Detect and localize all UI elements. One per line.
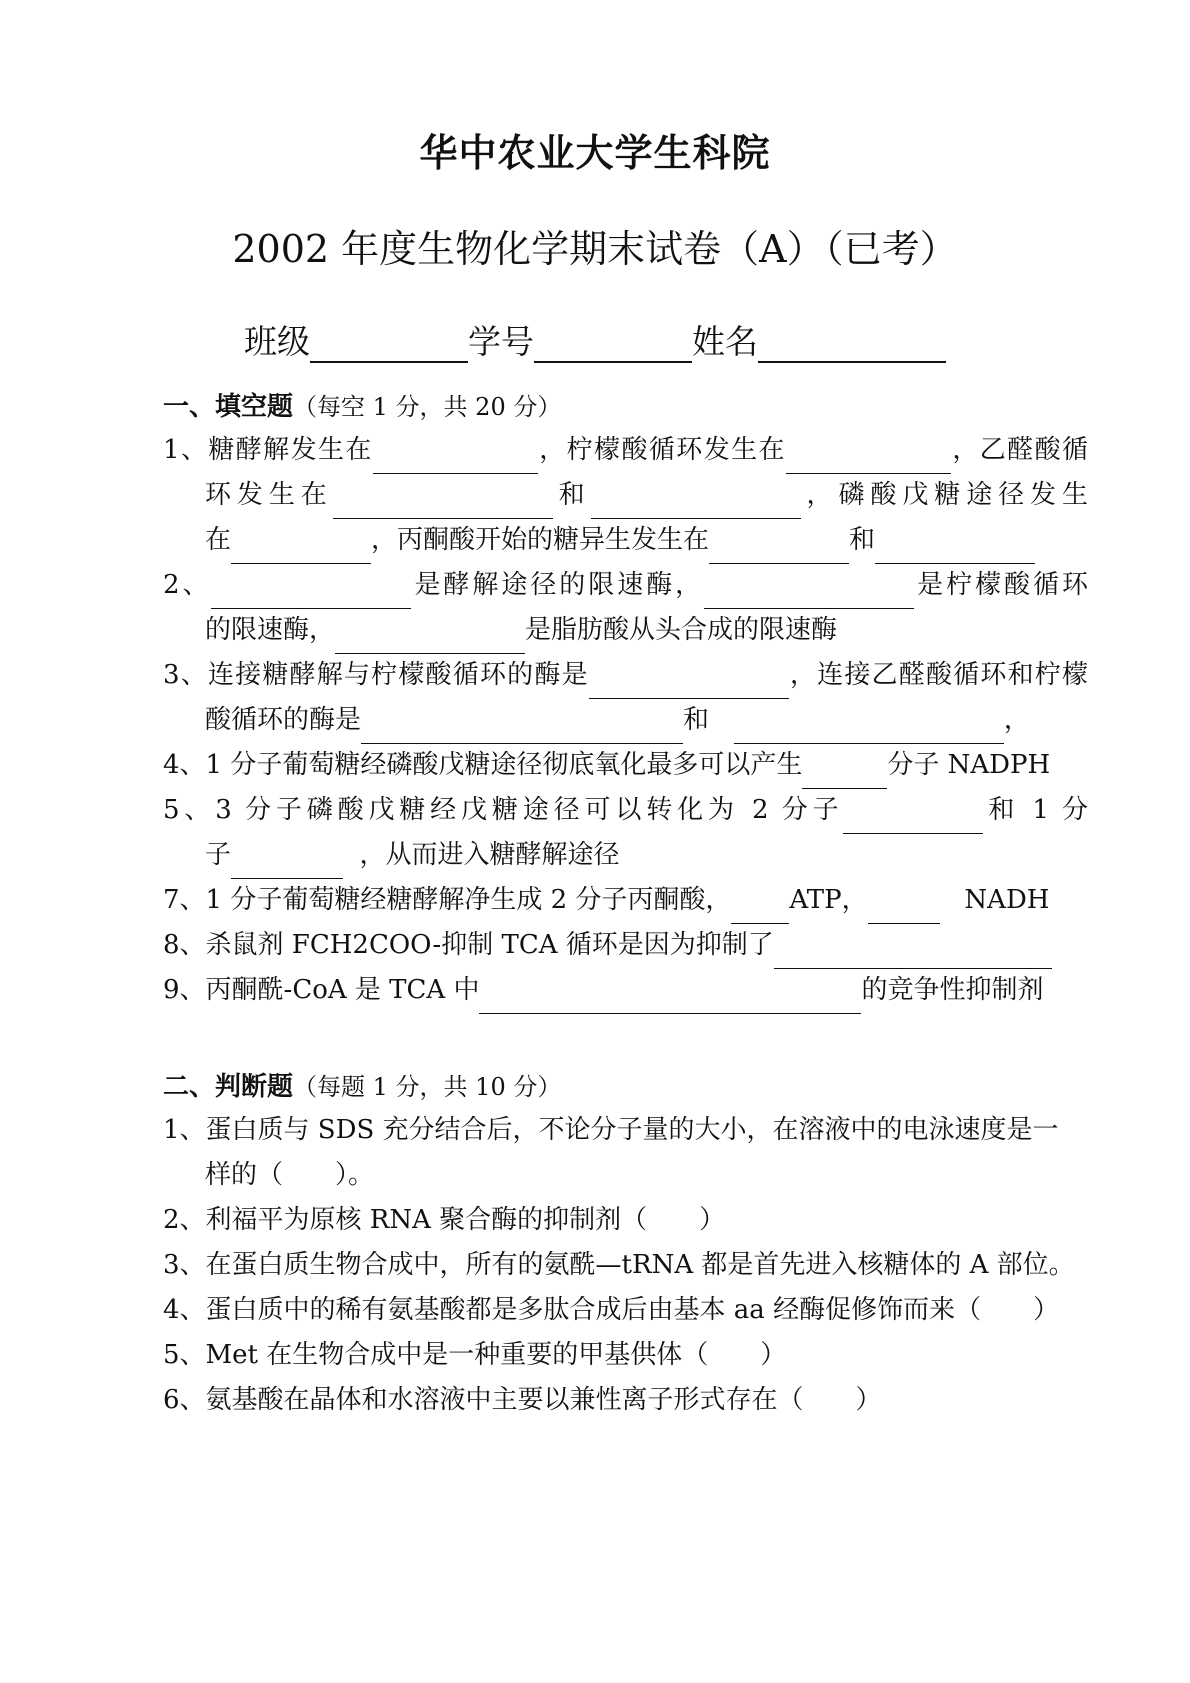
q-text: 是酵解途径的限速酶， xyxy=(411,570,705,600)
s2-q6: 6、氨基酸在晶体和水溶液中主要以兼性离子形式存在（ ） xyxy=(163,1385,882,1415)
s1-q3-line2 xyxy=(205,696,1088,744)
s1-q4 xyxy=(163,741,1088,789)
student-info-line xyxy=(0,316,1190,363)
section2-heading: 二、判断题 xyxy=(163,1072,294,1102)
q-text: 7、1 分子葡萄糖经糖酵解净生成 2 分子丙酮酸， xyxy=(163,885,732,915)
section1-heading: 一、填空题 xyxy=(163,392,294,422)
q-text: 分子 NADPH xyxy=(887,750,1051,780)
q-text: 4、1 分子葡萄糖经磷酸戊糖途径彻底氧化最多可以产生 xyxy=(163,750,803,780)
answer-blank[interactable] xyxy=(774,938,1052,969)
q-text: 在 xyxy=(205,525,232,555)
name-label: 姓名 xyxy=(692,322,758,361)
answer-blank[interactable] xyxy=(868,893,940,924)
s1-q2-line2 xyxy=(205,606,1088,654)
s2-q4: 4、蛋白质中的稀有氨基酸都是多肽合成后由基本 aa 经酶促修饰而来（ ） xyxy=(163,1295,1060,1325)
s2-q2: 2、利福平为原核 RNA 聚合酶的抑制剂（ ） xyxy=(163,1205,726,1235)
q-text: 的竞争性抑制剂 xyxy=(861,975,1044,1005)
section2-note: （每题 1 分，共 10 分） xyxy=(293,1073,562,1101)
q-text: 子 xyxy=(205,840,232,870)
answer-blank[interactable] xyxy=(786,443,951,474)
answer-blank[interactable] xyxy=(704,578,914,609)
s1-q5-line2 xyxy=(205,831,1088,879)
s1-q1-line1 xyxy=(163,426,1088,474)
answer-blank[interactable] xyxy=(361,713,683,744)
q-text: ，柠檬酸循环发生在 xyxy=(537,435,786,465)
s2-q1-line1: 1、蛋白质与 SDS 充分结合后，不论分子量的大小，在溶液中的电泳速度是一 xyxy=(163,1115,1059,1145)
q-text: 是柠檬酸循环 xyxy=(914,570,1088,600)
answer-blank[interactable] xyxy=(731,893,789,924)
s1-q8 xyxy=(163,921,1088,969)
answer-blank[interactable] xyxy=(373,443,538,474)
q-text: 是脂肪酸从头合成的限速酶 xyxy=(525,615,838,645)
q-text: 和 xyxy=(683,705,710,735)
class-label: 班级 xyxy=(244,322,310,361)
answer-blank[interactable] xyxy=(335,623,525,654)
s1-q9 xyxy=(163,966,1088,1014)
q-text: ，乙醛酸循 xyxy=(950,435,1088,465)
answer-blank[interactable] xyxy=(875,533,1035,564)
q-text: 和 xyxy=(849,525,876,555)
id-label: 学号 xyxy=(468,322,534,361)
answer-blank[interactable] xyxy=(591,488,801,519)
class-field[interactable] xyxy=(310,327,468,363)
q-text: 和 1 分 xyxy=(983,795,1089,825)
answer-blank[interactable] xyxy=(231,848,343,879)
answer-blank[interactable] xyxy=(709,533,849,564)
s2-q1-line2: 样的（ ）。 xyxy=(205,1160,375,1190)
q-text: ATP， xyxy=(789,885,868,915)
s1-q5-line1 xyxy=(163,786,1088,834)
q-text: 8、杀鼠剂 FCH2COO-抑制 TCA 循环是因为抑制了 xyxy=(163,930,774,960)
id-field[interactable] xyxy=(534,327,692,363)
section1-note: （每空 1 分，共 20 分） xyxy=(293,393,562,421)
s1-q2-line1 xyxy=(163,561,1088,609)
q-text: ，从而进入糖酵解途径 xyxy=(359,840,620,870)
name-field[interactable] xyxy=(758,327,946,363)
q-text: 酸循环的酶是 xyxy=(205,705,362,735)
answer-blank[interactable] xyxy=(211,578,411,609)
q-text: ， xyxy=(1003,705,1030,735)
answer-blank[interactable] xyxy=(231,533,371,564)
answer-blank[interactable] xyxy=(802,758,887,789)
exam-title: 2002 年度生物化学期末试卷（A）（已考） xyxy=(232,227,958,271)
q-text: 2、 xyxy=(163,570,212,600)
q-text: NADH xyxy=(964,885,1050,915)
s2-q5: 5、Met 在生物合成中是一种重要的甲基供体（ ） xyxy=(163,1340,787,1370)
q-text: 1、糖酵解发生在 xyxy=(163,435,373,465)
answer-blank[interactable] xyxy=(589,668,789,699)
s1-q3-line1 xyxy=(163,651,1088,699)
section2-heading-row xyxy=(163,1066,561,1103)
q-text: ，丙酮酸开始的糖异生发生在 xyxy=(371,525,710,555)
q-text: 环发生在 xyxy=(205,480,333,510)
answer-blank[interactable] xyxy=(843,803,983,834)
section1-heading-row xyxy=(163,386,561,423)
q-text: 和 xyxy=(552,480,591,510)
q-text: 3、连接糖酵解与柠檬酸循环的酶是 xyxy=(163,660,589,690)
q-text: ，连接乙醛酸循环和柠檬 xyxy=(788,660,1088,690)
s1-q7 xyxy=(163,876,1088,924)
q-text: 的限速酶， xyxy=(205,615,336,645)
s2-q3: 3、在蛋白质生物合成中，所有的氨酰—tRNA 都是首先进入核糖体的 A 部位。 xyxy=(163,1250,1075,1280)
school-title: 华中农业大学生科院 xyxy=(419,131,771,175)
q-text: 5、3 分子磷酸戊糖经戊糖途径可以转化为 2 分子 xyxy=(163,795,844,825)
answer-blank[interactable] xyxy=(479,983,861,1014)
q-text: ，磷酸戊糖途径发生 xyxy=(800,480,1088,510)
s1-q1-line2 xyxy=(205,471,1088,519)
s1-q1-line3 xyxy=(205,516,1088,564)
answer-blank[interactable] xyxy=(734,713,1004,744)
answer-blank[interactable] xyxy=(333,488,553,519)
q-text: 9、丙酮酰-CoA 是 TCA 中 xyxy=(163,975,480,1005)
